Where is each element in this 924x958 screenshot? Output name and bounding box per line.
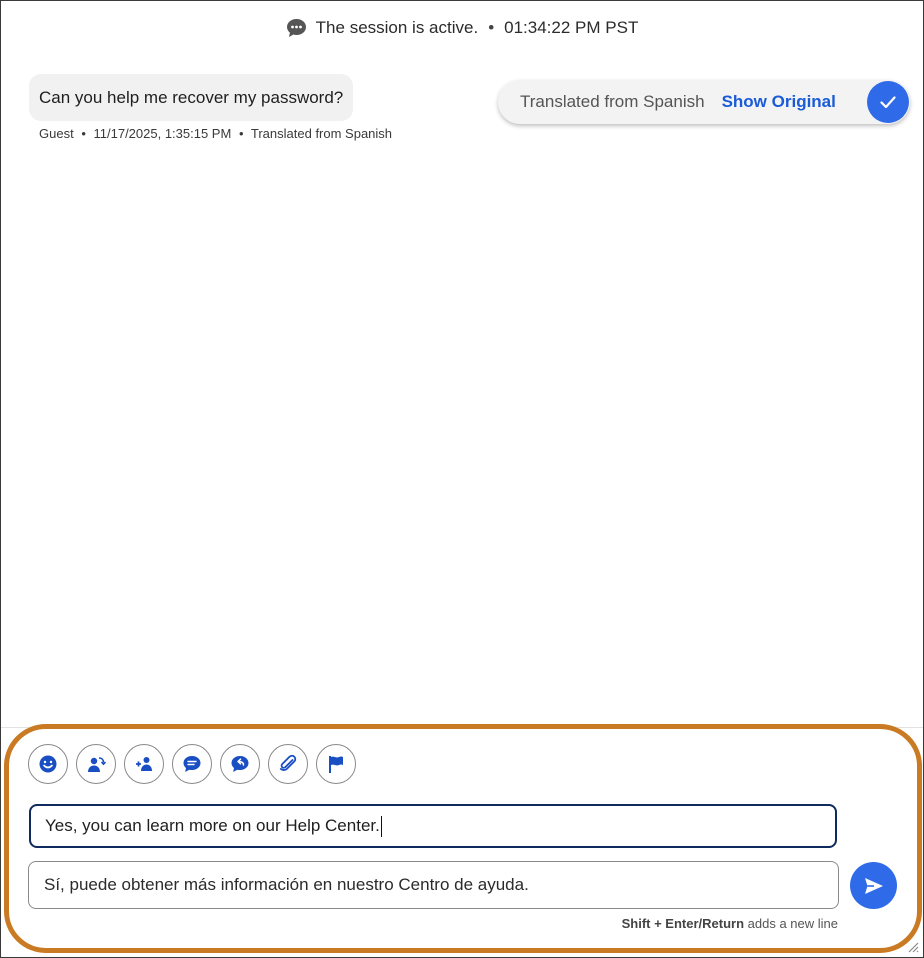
hint-text: adds a new line	[744, 916, 838, 931]
person-transfer-icon	[86, 754, 106, 774]
message-translation-note: Translated from Spanish	[250, 126, 393, 141]
send-button[interactable]	[850, 862, 897, 909]
smiley-icon	[38, 754, 58, 774]
message-meta	[39, 126, 392, 141]
flag-icon	[326, 754, 346, 774]
knowledge-button[interactable]	[220, 744, 260, 784]
chat-reply-icon	[230, 754, 250, 774]
chat-bubble-icon	[286, 17, 308, 39]
hint-keys: Shift + Enter/Return	[621, 916, 745, 931]
message-sender: Guest	[39, 126, 74, 141]
flag-button[interactable]	[316, 744, 356, 784]
translated-message-field[interactable]	[28, 861, 839, 909]
translated-message-value: Sí, puede obtener más información en nuestro Centro de ayuda.	[44, 875, 529, 894]
text-caret	[381, 816, 382, 837]
quick-text-button[interactable]	[172, 744, 212, 784]
translation-label: Translated from Spanish	[520, 92, 705, 111]
conference-button[interactable]	[124, 744, 164, 784]
composer-toolbar	[28, 744, 356, 784]
session-status	[1, 17, 923, 39]
session-status-text: The session is active.	[315, 18, 479, 37]
newline-hint	[622, 916, 838, 931]
translation-confirm-button[interactable]	[867, 81, 909, 123]
speech-bubble-icon	[182, 754, 202, 774]
paperclip-icon	[278, 754, 298, 774]
message-text: Can you help me recover my password?	[39, 88, 344, 107]
separator-dot: •	[488, 18, 495, 37]
people-icon	[134, 754, 154, 774]
attach-button[interactable]	[268, 744, 308, 784]
resize-handle-icon[interactable]	[905, 939, 919, 953]
message-input[interactable]	[29, 804, 837, 848]
transfer-button[interactable]	[76, 744, 116, 784]
session-time: 01:34:22 PM PST	[504, 18, 639, 37]
send-icon	[863, 875, 885, 897]
separator-dot: •	[238, 126, 244, 141]
check-icon	[878, 92, 898, 112]
emoji-button[interactable]	[28, 744, 68, 784]
message-timestamp: 11/17/2025, 1:35:15 PM	[93, 126, 232, 141]
message-input-value: Yes, you can learn more on our Help Center.	[45, 816, 380, 835]
show-original-link[interactable]: Show Original	[721, 92, 836, 111]
message-bubble	[29, 74, 353, 121]
separator-dot: •	[81, 126, 86, 141]
translation-banner	[498, 80, 910, 124]
